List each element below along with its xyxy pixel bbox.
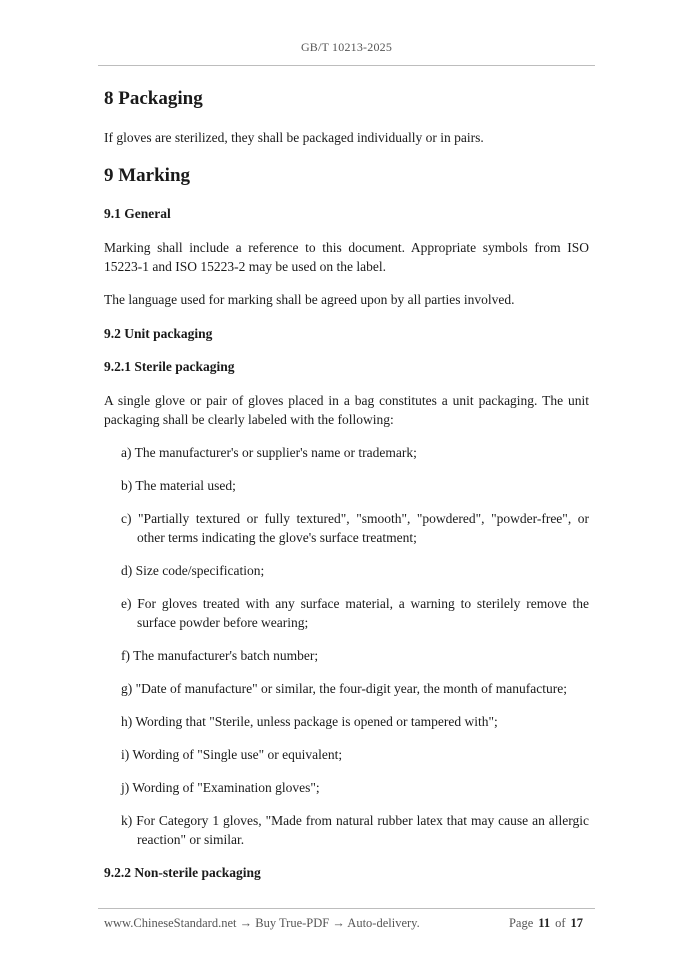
section-9-2-2-heading: 9.2.2 Non-sterile packaging	[104, 865, 261, 880]
list-item: j) Wording of "Examination gloves";	[121, 780, 320, 795]
page-total: 17	[570, 916, 583, 930]
section-9-heading: 9 Marking	[104, 165, 191, 186]
of-label: of	[555, 916, 566, 930]
list-item: a) The manufacturer's or supplier's name or trademark;	[121, 445, 417, 460]
section-9-1-heading: 9.1 General	[104, 206, 171, 221]
page-label: Page	[508, 916, 534, 930]
list-item: e) For gloves treated with any surface material, a warning to sterilely remove the surface powder before wearing;	[121, 596, 589, 630]
page-current: 11	[538, 916, 551, 930]
section-9-2-heading: 9.2 Unit packaging	[104, 326, 213, 341]
section-8-heading: 8 Packaging	[104, 88, 203, 109]
footer-link-text[interactable]: www.ChineseStandard.net → Buy True-PDF → Auto-delivery.	[104, 916, 420, 930]
footer-divider	[98, 908, 595, 909]
header-divider	[98, 65, 595, 66]
list-item: d) Size code/specification;	[121, 563, 265, 578]
list-item: c) "Partially textured or fully textured", "smooth", "powdered", "powder-free", or other terms indicating the glove's surface treatment;	[121, 511, 589, 545]
section-9-2-1-intro: A single glove or pair of gloves placed in a bag constitutes a unit packaging. The unit packaging shall be clearly labeled with the following:	[104, 393, 589, 427]
list-item: h) Wording that "Sterile, unless package is opened or tampered with";	[121, 714, 498, 729]
list-item: b) The material used;	[121, 478, 236, 493]
page-header: GB/T 10213-2025	[300, 40, 393, 54]
list-item: f) The manufacturer's batch number;	[121, 648, 319, 663]
list-item: k) For Category 1 gloves, "Made from natural rubber latex that may cause an allergic reaction" or similar.	[121, 813, 589, 847]
section-9-1-paragraph-1: Marking shall include a reference to this document. Appropriate symbols from ISO 15223-1 and ISO 15223-2 may be used on the label.	[104, 240, 589, 274]
section-9-2-1-heading: 9.2.1 Sterile packaging	[104, 359, 235, 374]
list-item: g) "Date of manufacture" or similar, the four-digit year, the month of manufacture;	[121, 681, 568, 696]
list-item: i) Wording of "Single use" or equivalent;	[121, 747, 343, 762]
page-number	[509, 916, 583, 931]
section-9-1-paragraph-2: The language used for marking shall be agreed upon by all parties involved.	[104, 292, 515, 307]
section-8-text: If gloves are sterilized, they shall be packaged individually or in pairs.	[104, 130, 484, 145]
page-body	[104, 86, 589, 882]
